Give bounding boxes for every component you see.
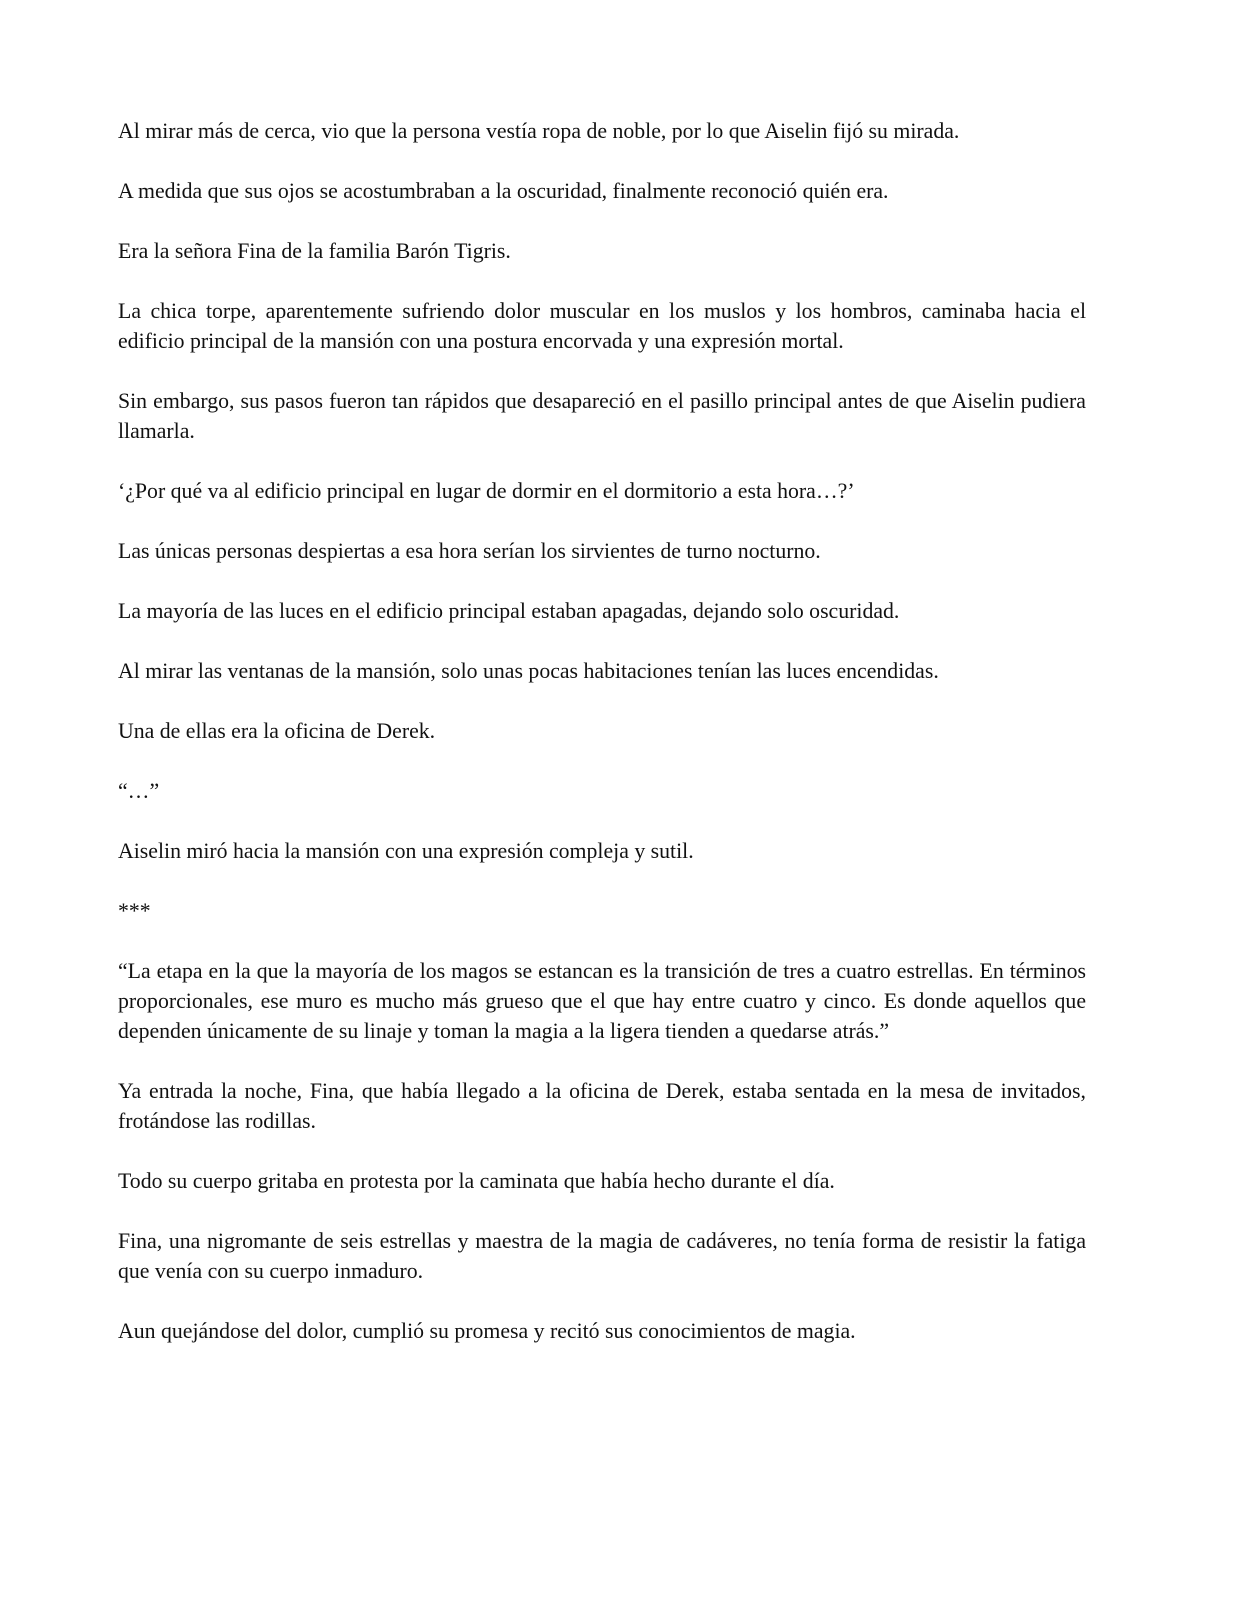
paragraph-4: La chica torpe, aparentemente sufriendo dolor muscular en los muslos y los hombros, caminaba hacia el edificio principal de la mansión con una postura encorvada y una expresión mortal.: [118, 299, 1086, 353]
paragraph-8: La mayoría de las luces en el edificio principal estaban apagadas, dejando solo oscuridad.: [118, 599, 900, 623]
paragraph-10: Una de ellas era la oficina de Derek.: [118, 719, 436, 743]
scene-break: ***: [118, 899, 151, 923]
paragraph-3: Era la señora Fina de la familia Barón Tigris.: [118, 239, 511, 263]
paragraph-6: ‘¿Por qué va al edificio principal en lugar de dormir en el dormitorio a esta hora…?’: [118, 479, 855, 503]
paragraph-2: A medida que sus ojos se acostumbraban a la oscuridad, finalmente reconoció quién era.: [118, 179, 889, 203]
paragraph-7: Las únicas personas despiertas a esa hora serían los sirvientes de turno nocturno.: [118, 539, 821, 563]
paragraph-11: “…”: [118, 779, 160, 803]
paragraph-1: Al mirar más de cerca, vio que la persona vestía ropa de noble, por lo que Aiselin fijó su mirada.: [118, 119, 960, 143]
paragraph-15: Todo su cuerpo gritaba en protesta por la caminata que había hecho durante el día.: [118, 1169, 835, 1193]
paragraph-17: Aun quejándose del dolor, cumplió su promesa y recitó sus conocimientos de magia.: [118, 1319, 856, 1343]
paragraph-9: Al mirar las ventanas de la mansión, solo unas pocas habitaciones tenían las luces encendidas.: [118, 659, 939, 683]
paragraph-14: Ya entrada la noche, Fina, que había llegado a la oficina de Derek, estaba sentada en la mesa de invitados, frotándose las rodillas.: [118, 1079, 1086, 1133]
paragraph-5: Sin embargo, sus pasos fueron tan rápidos que desapareció en el pasillo principal antes de que Aiselin pudiera llamarla.: [118, 389, 1086, 443]
paragraph-16: Fina, una nigromante de seis estrellas y maestra de la magia de cadáveres, no tenía forma de resistir la fatiga que venía con su cuerpo inmaduro.: [118, 1229, 1086, 1283]
paragraph-12: Aiselin miró hacia la mansión con una expresión compleja y sutil.: [118, 839, 694, 863]
document-page: [118, 116, 1086, 1346]
paragraph-13: “La etapa en la que la mayoría de los magos se estancan es la transición de tres a cuatro estrellas. En términos proporcionales, ese muro es mucho más grueso que el que hay entre cuatro y cinco. Es donde aquellos que dependen únicamente de su linaje y toman la magia a la ligera tienden a quedarse atrás.”: [118, 959, 1086, 1043]
